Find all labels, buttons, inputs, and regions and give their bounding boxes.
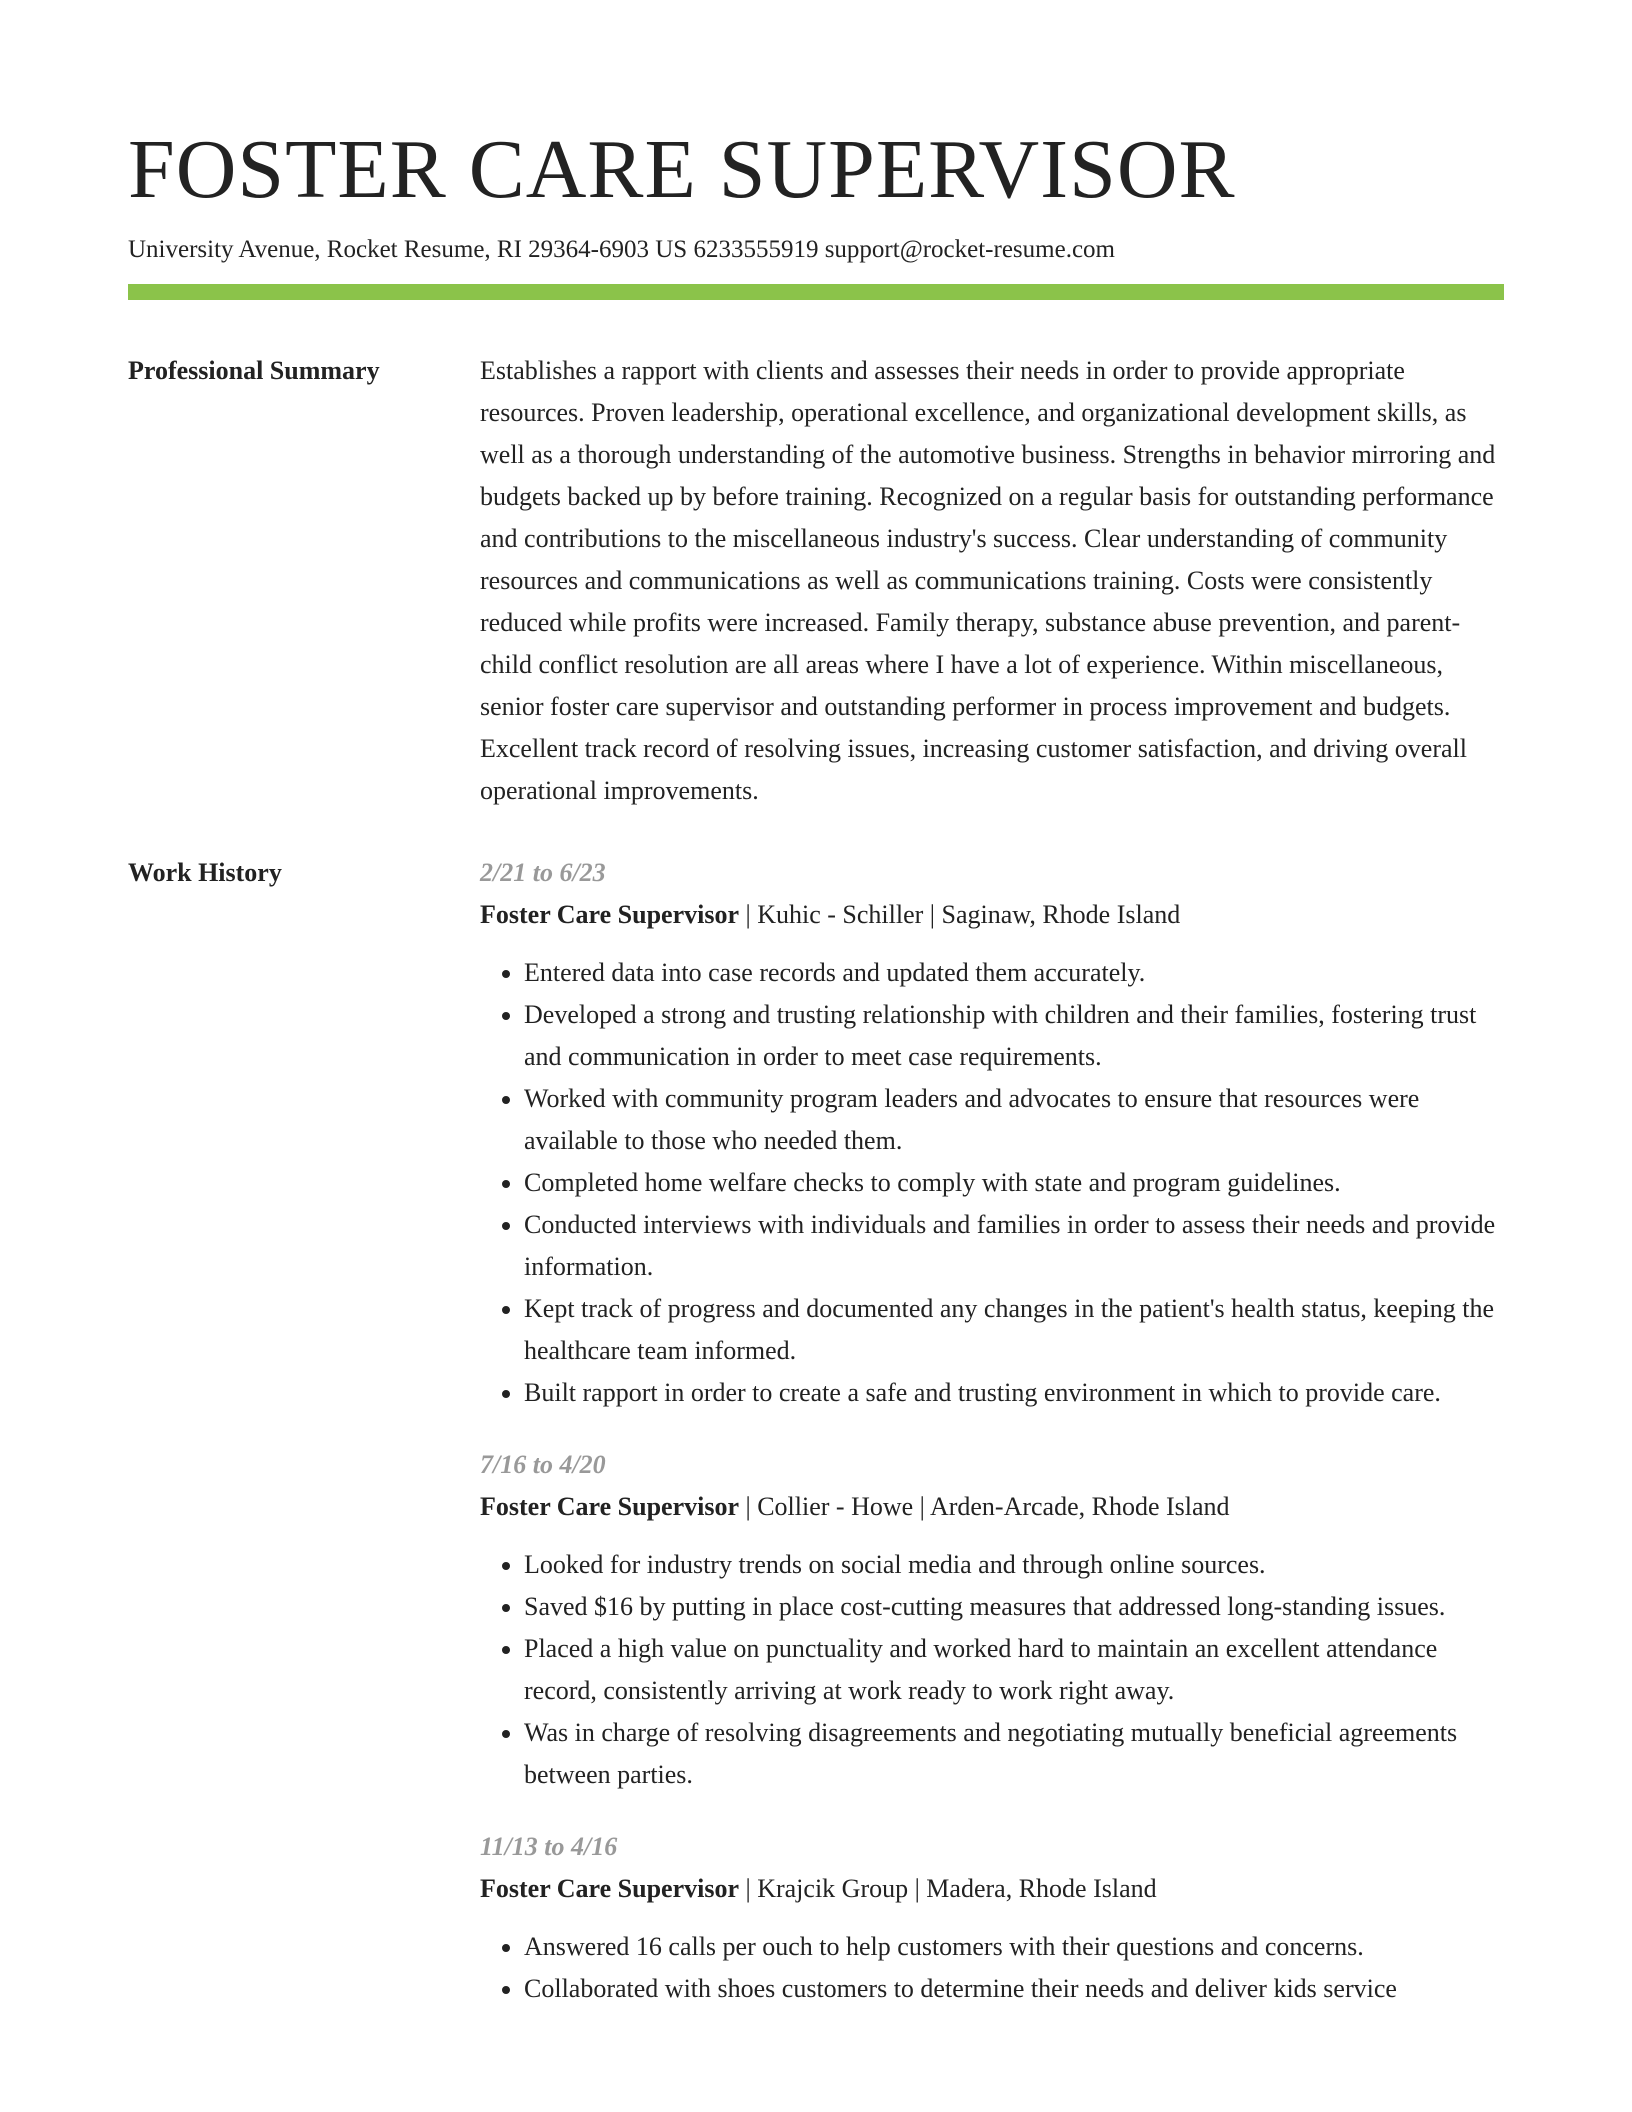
job-header	[480, 1868, 1504, 1910]
resume-name-heading: FOSTER CARE SUPERVISOR	[128, 123, 1236, 216]
job-bullet: • Worked with community program leaders and advocates to ensure that resources were available to those who needed them.	[524, 1078, 1504, 1162]
job-entry	[480, 1444, 1504, 1796]
job-bullet: • Was in charge of resolving disagreements and negotiating mutually beneficial agreements between parties.	[524, 1712, 1504, 1796]
job-header	[480, 1486, 1504, 1528]
job-bullet: • Developed a strong and trusting relationship with children and their families, fostering trust and communication in order to meet case requirements.	[524, 994, 1504, 1078]
work-history-section	[128, 852, 1504, 2040]
job-bullets	[480, 1926, 1504, 2010]
job-bullet: • Saved $16 by putting in place cost-cutting measures that addressed long-standing issues.	[524, 1586, 1504, 1628]
job-entry	[480, 1826, 1504, 2010]
section-title-work: Work History	[128, 858, 282, 887]
job-bullet: • Answered 16 calls per ouch to help customers with their questions and concerns.	[524, 1926, 1504, 1968]
resume-page	[128, 120, 1504, 2040]
job-bullets	[480, 952, 1504, 1414]
job-entry	[480, 852, 1504, 1414]
job-title: Foster Care Supervisor	[480, 900, 739, 929]
job-bullets	[480, 1544, 1504, 1796]
job-bullet: • Conducted interviews with individuals and families in order to assess their needs and provide information.	[524, 1204, 1504, 1288]
job-title: Foster Care Supervisor	[480, 1492, 739, 1521]
work-history-body	[480, 852, 1504, 2040]
job-bullet: • Entered data into case records and updated them accurately.	[524, 952, 1504, 994]
job-bullet: • Kept track of progress and documented any changes in the patient's health status, keeping the healthcare team informed.	[524, 1288, 1504, 1372]
job-bullet: • Completed home welfare checks to comply with state and program guidelines.	[524, 1162, 1504, 1204]
job-dates: 2/21 to 6/23	[480, 858, 606, 887]
professional-summary-section	[128, 350, 1504, 812]
job-employer-location: | Collier - Howe | Arden-Arcade, Rhode Island	[739, 1492, 1230, 1521]
header-divider	[128, 284, 1504, 300]
job-title: Foster Care Supervisor	[480, 1874, 739, 1903]
job-bullet: • Collaborated with shoes customers to determine their needs and deliver kids service	[524, 1968, 1504, 2010]
job-bullet: • Placed a high value on punctuality and worked hard to maintain an excellent attendance record, consistently arriving at work ready to work right away.	[524, 1628, 1504, 1712]
summary-text: Establishes a rapport with clients and assesses their needs in order to provide appropriate resources. Proven leadership, operational excellence, and organizational development skills, as well as a thorough understanding of the automotive business. Strengths in behavior mirroring and budgets backed up by before training. Recognized on a regular basis for outstanding performance and contributions to the miscellaneous industry's success. Clear understanding of community resources and communications as well as communications training. Costs were consistently reduced while profits were increased. Family therapy, substance abuse prevention, and parent-child conflict resolution are all areas where I have a lot of experience. Within miscellaneous, senior foster care supervisor and outstanding performer in process improvement and budgets. Excellent track record of resolving issues, increasing customer satisfaction, and driving overall operational improvements.	[480, 356, 1496, 805]
contact-line: University Avenue, Rocket Resume, RI 29364-6903 US 6233555919 support@rocket-resume.com	[128, 236, 1115, 263]
job-header	[480, 894, 1504, 936]
job-employer-location: | Krajcik Group | Madera, Rhode Island	[739, 1874, 1157, 1903]
job-dates: 7/16 to 4/20	[480, 1450, 606, 1479]
job-dates: 11/13 to 4/16	[480, 1832, 618, 1861]
job-employer-location: | Kuhic - Schiller | Saginaw, Rhode Island	[739, 900, 1181, 929]
job-bullet: • Built rapport in order to create a safe and trusting environment in which to provide care.	[524, 1372, 1504, 1414]
summary-body	[480, 350, 1504, 812]
section-title-summary: Professional Summary	[128, 356, 380, 385]
job-bullet: • Looked for industry trends on social media and through online sources.	[524, 1544, 1504, 1586]
